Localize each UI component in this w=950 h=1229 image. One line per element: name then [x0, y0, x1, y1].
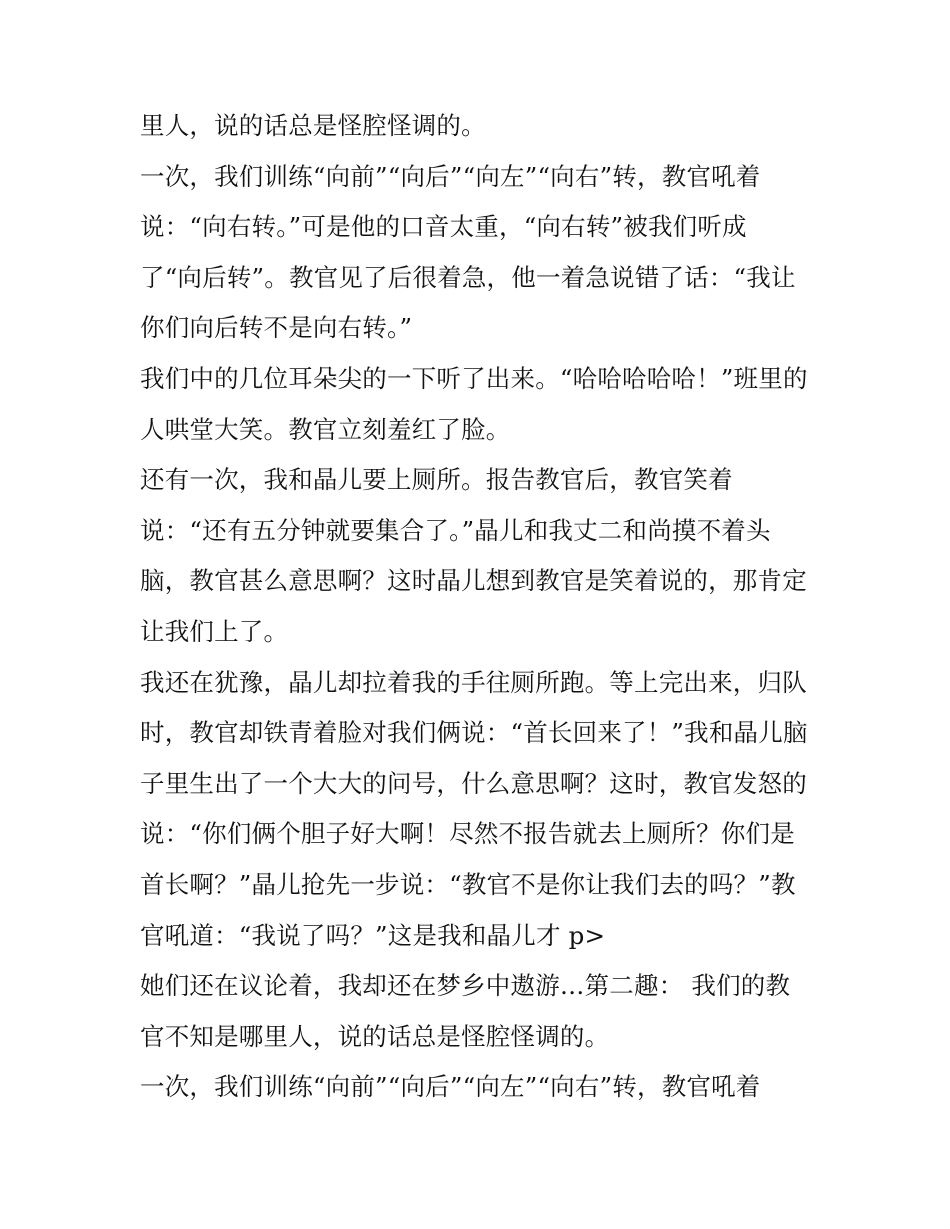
text-line: 子里生出了一个大大的问号，什么意思啊？这时，教官发怒的 — [140, 768, 807, 798]
text-line: 官吼道：“我说了吗？”这是我和晶儿才 p> — [140, 920, 606, 950]
text-line: 我们中的几位耳朵尖的一下听了出来。“哈哈哈哈哈！”班里的 — [140, 363, 808, 393]
text-line: 里人，说的话总是怪腔怪调的。 — [140, 111, 486, 140]
text-line: 她们还在议论着，我却还在梦乡中遨游…第二趣： 我们的教 — [140, 971, 791, 1001]
text-line: 还有一次，我和晶儿要上厕所。报告教官后，教官笑着 — [140, 465, 733, 495]
text-line: 了“向后转”。教官见了后很着急，他一着急说错了话：“我让 — [140, 262, 796, 292]
text-line: 官不知是哪里人，说的话总是怪腔怪调的。 — [140, 1021, 610, 1051]
document-body — [140, 109, 820, 1121]
text-line: 我还在犹豫，晶儿却拉着我的手往厕所跑。等上完出来，归队 — [140, 667, 807, 697]
text-line: 你们向后转不是向右转。” — [140, 313, 413, 343]
text-line: 说：“你们俩个胆子好大啊！尽然不报告就去上厕所？你们是 — [140, 819, 795, 849]
text-line: 说：“向右转。”可是他的口音太重，“向右转”被我们听成 — [140, 212, 747, 242]
text-line: 人哄堂大笑。教官立刻羞红了脸。 — [140, 414, 511, 444]
text-line: 让我们上了。 — [140, 616, 289, 646]
text-line: 脑，教官甚么意思啊？这时晶儿想到教官是笑着说的，那肯定 — [140, 566, 807, 596]
text-line: 首长啊？”晶儿抢先一步说：“教官不是你让我们去的吗？”教 — [140, 869, 796, 899]
text-line: 一次，我们训练“向前”“向后”“向左”“向右”转，教官吼着 — [140, 161, 761, 191]
text-line: 说：“还有五分钟就要集合了。”晶儿和我丈二和尚摸不着头 — [140, 515, 771, 545]
text-line: 一次，我们训练“向前”“向后”“向左”“向右”转，教官吼着 — [140, 1072, 761, 1102]
text-line: 时，教官却铁青着脸对我们俩说：“首长回来了！”我和晶儿脑 — [140, 718, 808, 748]
